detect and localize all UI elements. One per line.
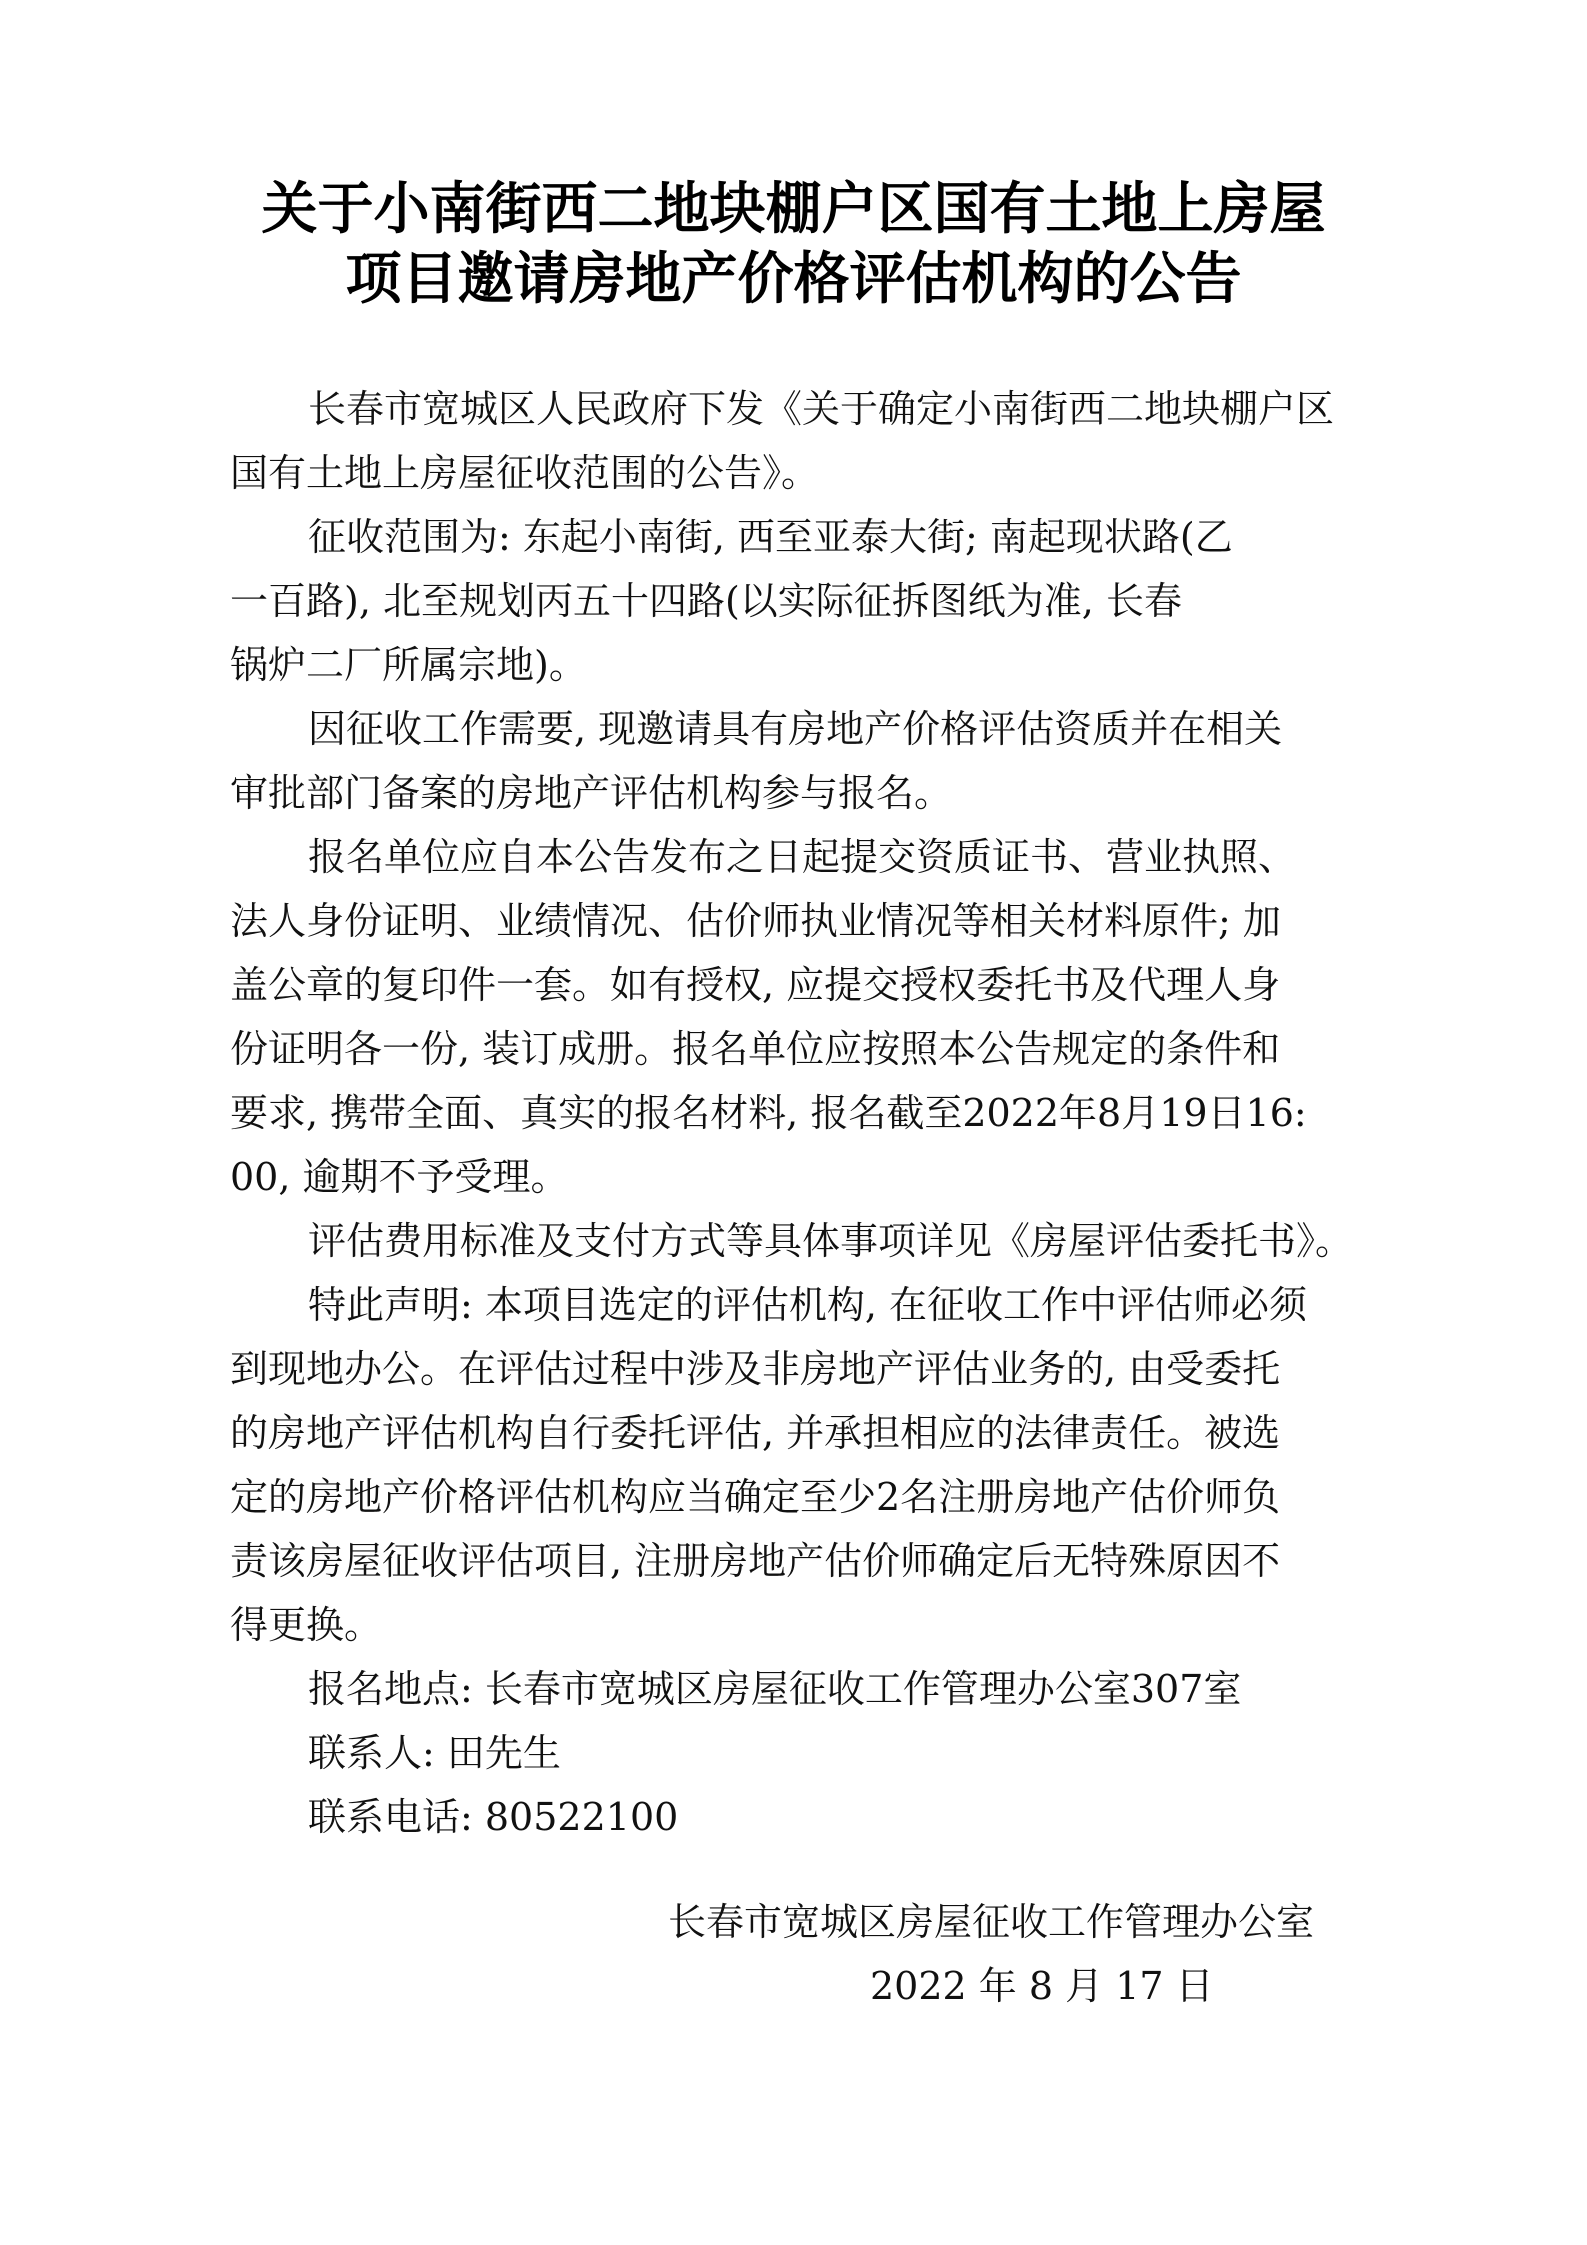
body-line: 得更换。 (230, 1603, 383, 1647)
body-line: 锅炉二厂所属宗地)。 (230, 643, 587, 687)
body-line: 定的房地产价格评估机构应当确定至少2名注册房地产估价师负 (230, 1475, 1281, 1519)
body-line: 长春市宽城区人民政府下发《关于确定小南街西二地块棚户区 (308, 387, 1335, 431)
body-line: 报名地点: 长春市宽城区房屋征收工作管理办公室307室 (308, 1667, 1242, 1711)
body-line: 评估费用标准及支付方式等具体事项详见《房屋评估委托书》。 (308, 1219, 1354, 1263)
body-line: 盖公章的复印件一套。如有授权, 应提交授权委托书及代理人身 (230, 963, 1281, 1007)
body-line: 国有土地上房屋征收范围的公告》。 (230, 451, 820, 495)
signature-org: 长春市宽城区房屋征收工作管理办公室 (668, 1900, 1315, 1944)
body-line: 联系电话: 80522100 (308, 1795, 679, 1839)
body-line: 联系人: 田先生 (308, 1731, 561, 1775)
signature-date: 2022 年 8 月 17 日 (870, 1964, 1214, 2008)
body-line: 要求, 携带全面、真实的报名材料, 报名截至2022年8月19日16: (230, 1091, 1307, 1135)
document-body (230, 377, 1370, 1849)
body-line: 法人身份证明、业绩情况、估价师执业情况等相关材料原件; 加 (230, 899, 1281, 943)
body-line: 征收范围为: 东起小南街, 西至亚泰大街; 南起现状路(乙 (308, 515, 1233, 559)
document-title-line-2: 项目邀请房地产价格评估机构的公告 (345, 247, 1242, 312)
body-line: 份证明各一份, 装订成册。报名单位应按照本公告规定的条件和 (230, 1027, 1281, 1071)
body-line: 的房地产评估机构自行委托评估, 并承担相应的法律责任。被选 (230, 1411, 1281, 1455)
body-line: 责该房屋征收评估项目, 注册房地产估价师确定后无特殊原因不 (230, 1539, 1281, 1583)
document-title-line-1: 关于小南街西二地块棚户区国有土地上房屋 (261, 177, 1326, 242)
body-line: 报名单位应自本公告发布之日起提交资质证书、营业执照、 (308, 835, 1297, 879)
body-line: 一百路), 北至规划丙五十四路(以实际征拆图纸为准, 长春 (230, 579, 1182, 623)
body-line: 审批部门备案的房地产评估机构参与报名。 (230, 771, 953, 815)
body-line: 因征收工作需要, 现邀请具有房地产价格评估资质并在相关 (308, 707, 1283, 751)
body-line: 00, 逾期不予受理。 (230, 1155, 569, 1199)
body-line: 特此声明: 本项目选定的评估机构, 在征收工作中评估师必须 (308, 1283, 1308, 1327)
body-line: 到现地办公。在评估过程中涉及非房地产评估业务的, 由受委托 (230, 1347, 1281, 1391)
